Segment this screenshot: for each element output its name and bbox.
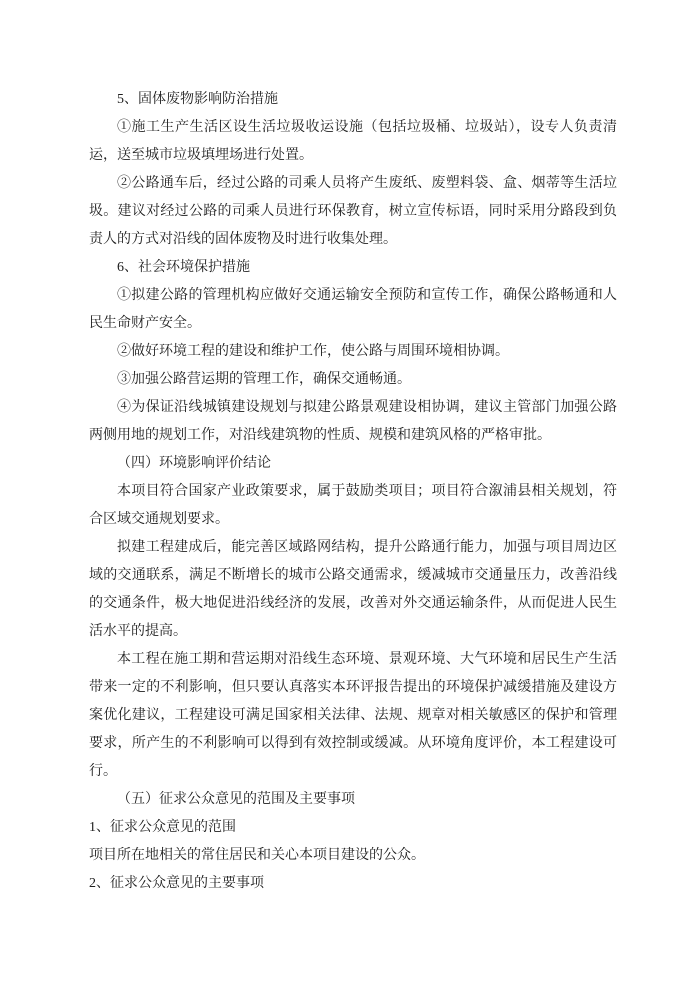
subheading-consultation-scope: 1、征求公众意见的范围 — [89, 820, 236, 835]
para-project-benefits: 拟建工程建成后，能完善区域路网结构，提升公路通行能力，加强与项目周边区域的交通联系，满足不断增长的城市公路交通需求，缓减城市交通量压力，改善沿线的交通条件，极大地促进沿线经济的发展，改善对外交通运输条件，从而促进人民生活水平的提高。 — [89, 540, 617, 639]
para-operation-road-litter: ②公路通车后，经过公路的司乘人员将产生废纸、废塑料袋、盒、烟蒂等生活垃圾。建议对经过公路的司乘人员进行环保教育，树立宣传标语，同时采用分路段到负责人的方式对沿线的固体废物及时进行收集处理。 — [89, 176, 617, 247]
para-traffic-safety: ①拟建公路的管理机构应做好交通运输安全预防和宣传工作，确保公路畅通和人民生命财产安全。 — [89, 288, 617, 331]
para-policy-compliance: 本项目符合国家产业政策要求，属于鼓励类项目；项目符合溆浦县相关规划，符合区域交通规划要求。 — [89, 484, 617, 527]
para-impact-mitigation: 本工程在施工期和营运期对沿线生态环境、景观环境、大气环境和居民生产生活带来一定的不利影响，但只要认真落实本环评报告提出的环境保护减缓措施及建设方案优化建议，工程建设可满足国家相关法律、法规、规章对相关敏感区的保护和管理要求，所产生的不利影响可以得到有效控制或缓减。从环境角度评价，本工程建设可行。 — [89, 652, 617, 779]
heading-solid-waste-measures: 5、固体废物影响防治措施 — [117, 92, 278, 107]
para-environment-engineering: ②做好环境工程的建设和维护工作，使公路与周围环境相协调。 — [117, 344, 509, 359]
subheading-consultation-main-items: 2、征求公众意见的主要事项 — [89, 876, 264, 891]
heading-public-consultation-scope: （五）征求公众意见的范围及主要事项 — [117, 792, 355, 807]
para-construction-site-waste: ①施工生产生活区设生活垃圾收运设施（包括垃圾桶、垃圾站），设专人负责清运，送至城市垃圾填埋场进行处置。 — [89, 120, 617, 163]
para-landscape-planning: ④为保证沿线城镇建设规划与拟建公路景观建设相协调，建议主管部门加强公路两侧用地的规划工作，对沿线建筑物的性质、规模和建筑风格的严格审批。 — [89, 400, 617, 443]
para-consultation-scope-content: 项目所在地相关的常住居民和关心本项目建设的公众。 — [89, 848, 425, 863]
heading-eia-conclusion: （四）环境影响评价结论 — [117, 456, 271, 471]
para-operation-management: ③加强公路营运期的管理工作，确保交通畅通。 — [117, 372, 411, 387]
heading-social-environment-measures: 6、社会环境保护措施 — [117, 260, 250, 275]
